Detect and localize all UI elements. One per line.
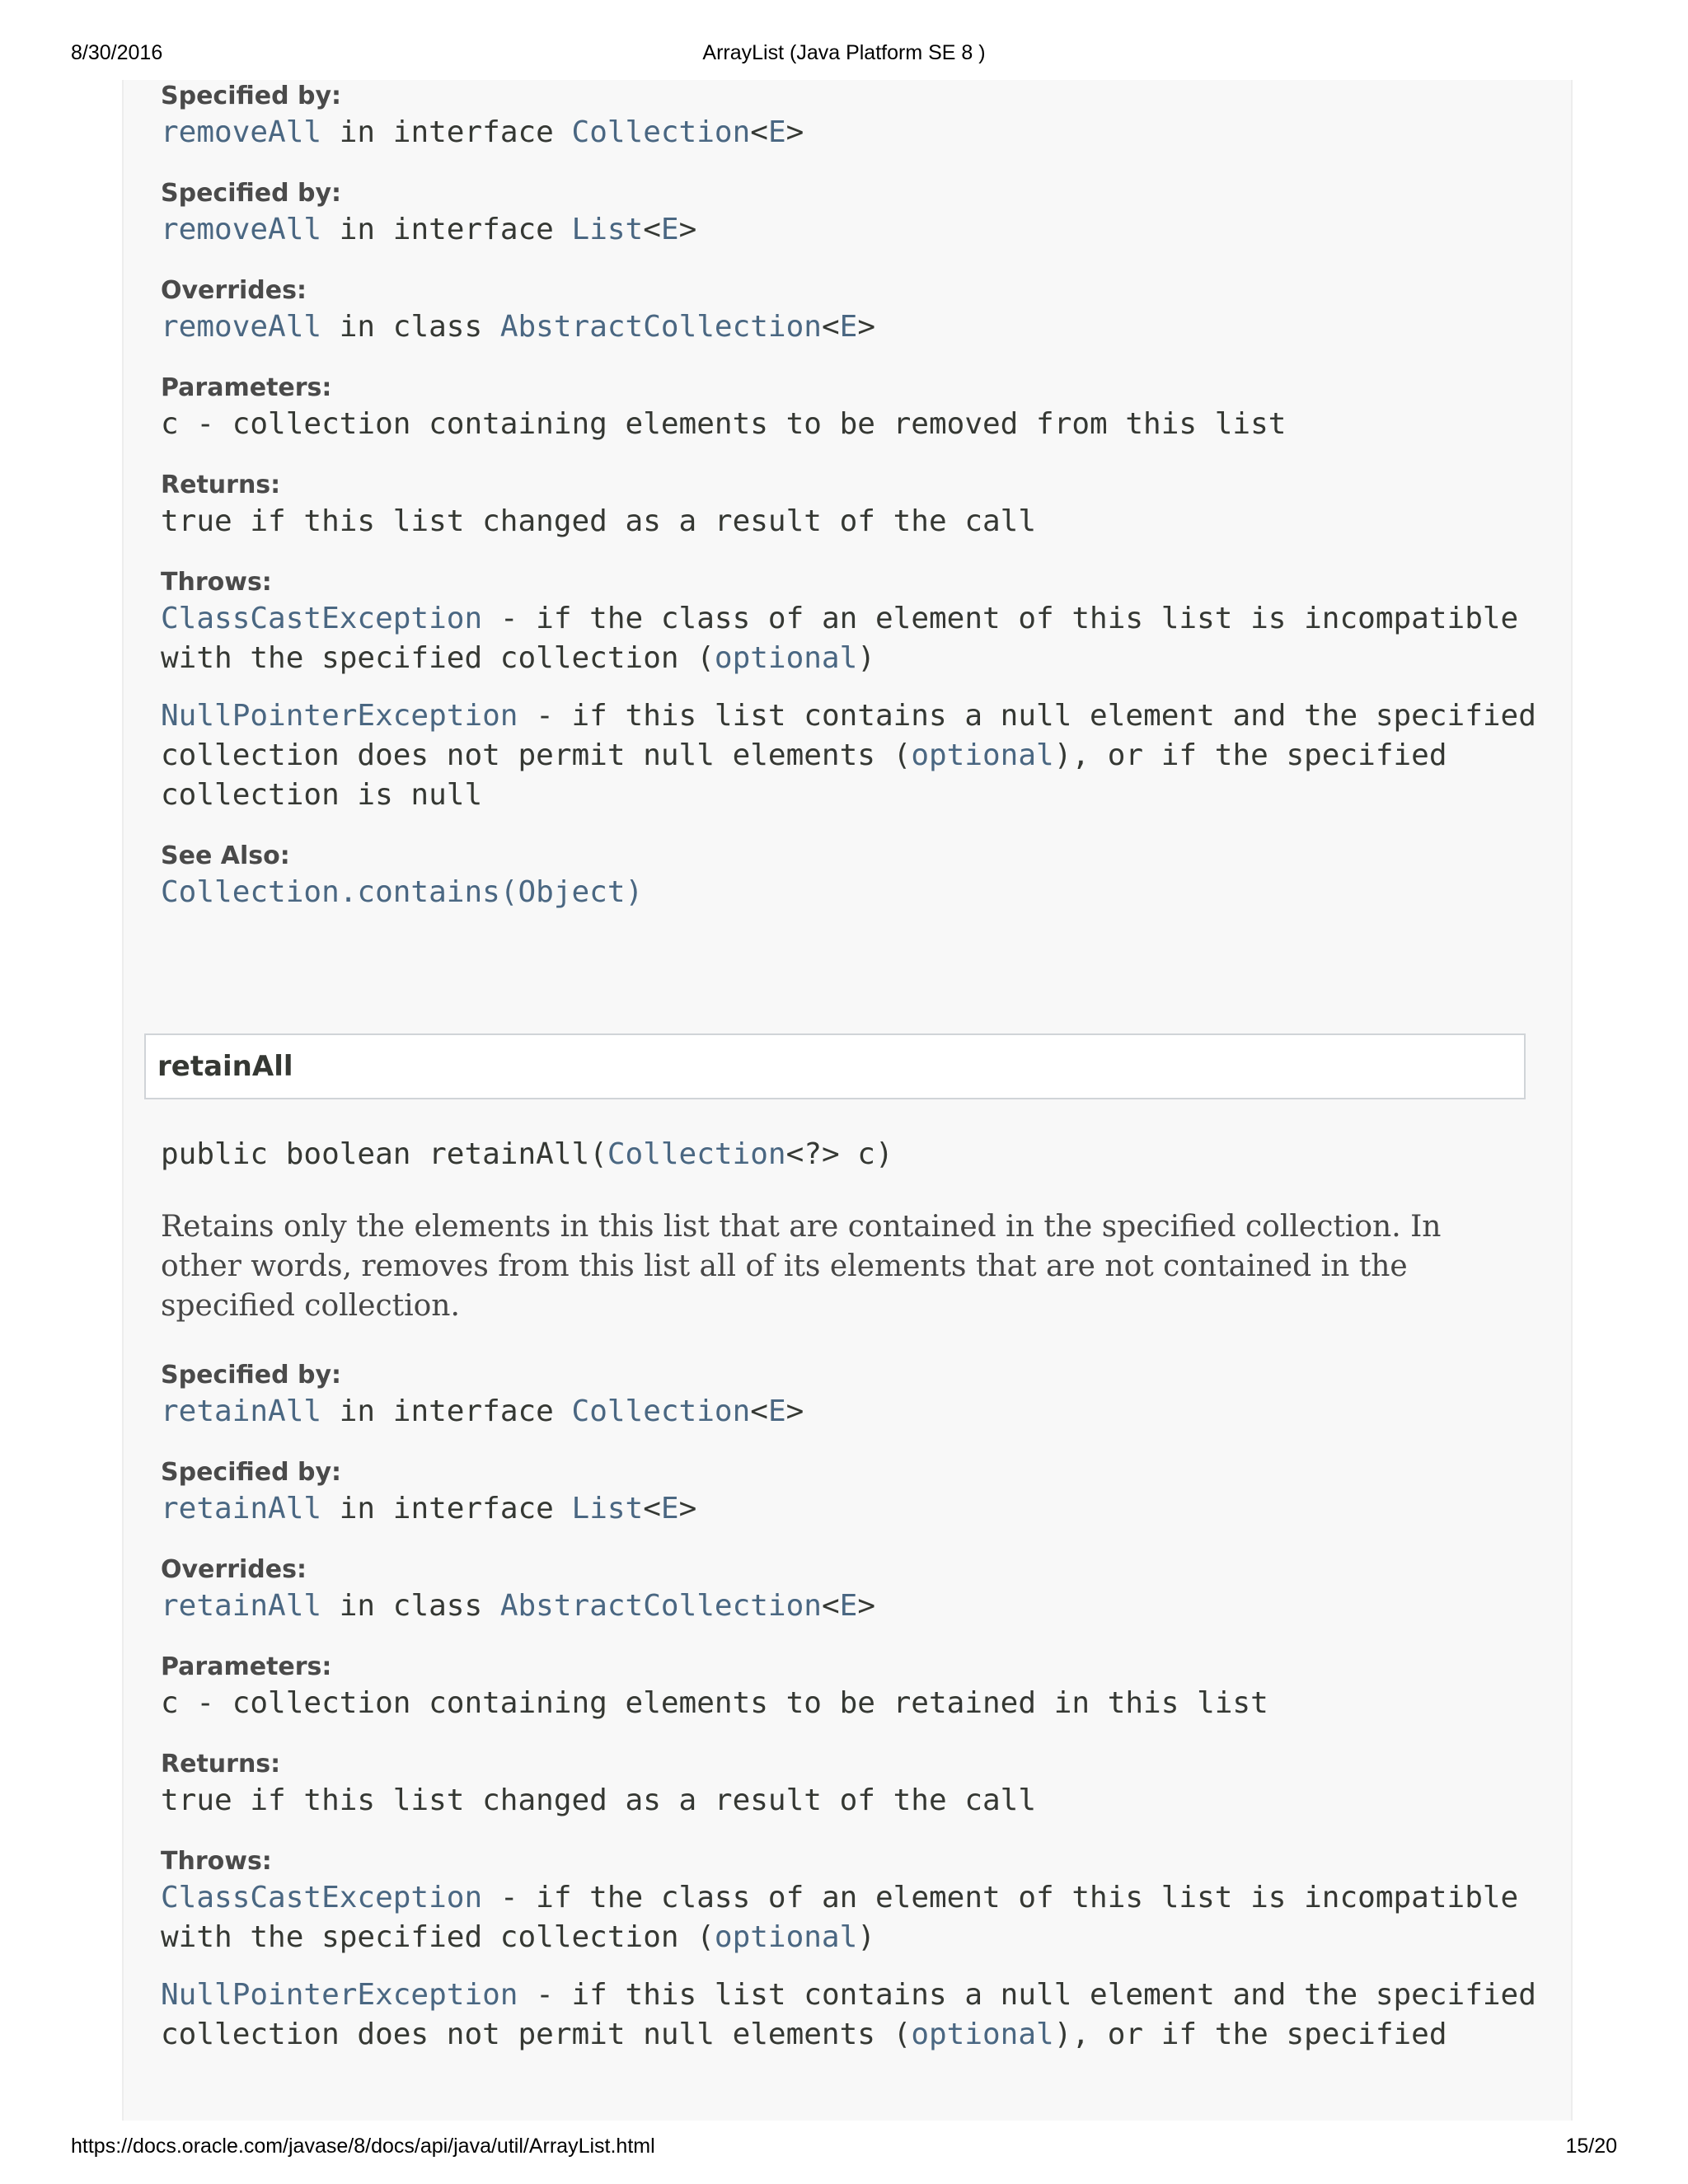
returns-label: Returns: (161, 1750, 281, 1779)
throws-text: collection is null (161, 778, 483, 812)
throws-text: - if this list contains a null element and the specified (518, 699, 1536, 733)
parameters-label: Parameters: (161, 1652, 332, 1681)
removeall-overrides (161, 274, 1545, 347)
removeall-details (161, 80, 1545, 937)
throws-text: collection does not permit null elements ( (161, 2018, 912, 2051)
throws-text: ) (857, 641, 875, 675)
type-param-e-link[interactable]: E (839, 1589, 858, 1623)
specified-by-label: Specified by: (161, 179, 342, 208)
throws-text: ), or if the specified (1053, 738, 1447, 772)
specified-by-label: Specified by: (161, 82, 342, 110)
list-interface-link[interactable]: List (571, 213, 644, 246)
removeall-collection-method-link[interactable]: removeAll (161, 115, 322, 149)
optional-link[interactable]: optional (911, 738, 1054, 772)
retainall-details (161, 1117, 1545, 2079)
lt: < (750, 1394, 768, 1428)
lt: < (750, 115, 768, 149)
interface-text: in interface (321, 1492, 572, 1526)
class-text: in class (321, 1589, 500, 1623)
retainall-specified-by-list (161, 1456, 1545, 1529)
method-name-heading: retainAll (157, 1050, 293, 1083)
method-header-retainall (144, 1033, 1526, 1099)
type-param-e-link[interactable]: E (767, 115, 786, 149)
throws-nullpointer (161, 1975, 1545, 2055)
gt: > (678, 1492, 697, 1526)
throws-text: collection does not permit null elements ( (161, 738, 912, 772)
removeall-list-method-link[interactable]: removeAll (161, 213, 322, 246)
removeall-see-also (161, 840, 1545, 912)
removeall-parameters (161, 372, 1545, 444)
throws-text: with the specified collection ( (161, 641, 715, 675)
optional-link[interactable]: optional (911, 2018, 1054, 2051)
throws-text: - if the class of an element of this list is incompatible (482, 602, 1519, 635)
lt: < (643, 213, 661, 246)
method-signature (161, 1135, 1545, 1174)
collection-interface-link[interactable]: Collection (571, 1394, 751, 1428)
lt: < (821, 1589, 840, 1623)
specified-by-label: Specified by: (161, 1361, 342, 1390)
type-param-e-link[interactable]: E (767, 1394, 786, 1428)
nullpointerexception-link[interactable]: NullPointerException (161, 699, 518, 733)
retainall-collection-method-link[interactable]: retainAll (161, 1394, 322, 1428)
optional-link[interactable]: optional (714, 641, 858, 675)
removeall-specified-by-collection (161, 80, 1545, 152)
throws-label: Throws: (161, 1847, 272, 1876)
type-param-e-link[interactable]: E (839, 310, 858, 344)
removeall-returns (161, 469, 1545, 541)
classcastexception-link[interactable]: ClassCastException (161, 602, 483, 635)
throws-classcast (161, 599, 1545, 678)
abstractcollection-class-link[interactable]: AbstractCollection (499, 310, 822, 344)
throws-label: Throws: (161, 568, 272, 597)
retainall-abstract-method-link[interactable]: retainAll (161, 1589, 322, 1623)
retainall-throws (161, 1845, 1545, 2055)
page-url: https://docs.oracle.com/javase/8/docs/api/java/util/ArrayList.html (71, 2135, 655, 2158)
overrides-label: Overrides: (161, 1555, 307, 1584)
print-date: 8/30/2016 (71, 41, 163, 64)
retainall-returns (161, 1748, 1545, 1821)
overrides-label: Overrides: (161, 276, 307, 305)
collection-type-link[interactable]: Collection (607, 1137, 786, 1171)
throws-text: ) (857, 1920, 875, 1954)
throws-classcast (161, 1878, 1545, 1957)
returns-label: Returns: (161, 471, 281, 499)
class-text: in class (321, 310, 500, 344)
gt: > (857, 1589, 876, 1623)
see-also-label: See Also: (161, 841, 290, 870)
specified-by-label: Specified by: (161, 1458, 342, 1487)
parameter-description: c - collection containing elements to be removed from this list (161, 407, 1287, 441)
signature-text: <?> c) (785, 1137, 893, 1171)
retainall-list-method-link[interactable]: retainAll (161, 1492, 322, 1526)
retainall-parameters (161, 1651, 1545, 1723)
list-interface-link[interactable]: List (571, 1492, 644, 1526)
method-description: Retains only the elements in this list that are contained in the specified collection. In other words, removes from this list all of its elements that are not contained in the specified collection. (161, 1210, 1442, 1323)
lt: < (643, 1492, 661, 1526)
retainall-overrides (161, 1554, 1545, 1626)
parameters-label: Parameters: (161, 373, 332, 402)
nullpointerexception-link[interactable]: NullPointerException (161, 1978, 518, 2012)
lt: < (821, 310, 840, 344)
gt: > (785, 1394, 804, 1428)
removeall-throws (161, 566, 1545, 815)
returns-description: true if this list changed as a result of the call (161, 504, 1037, 538)
classcastexception-link[interactable]: ClassCastException (161, 1881, 483, 1915)
signature-text: public boolean retainAll( (161, 1137, 607, 1171)
interface-text: in interface (321, 213, 572, 246)
abstractcollection-class-link[interactable]: AbstractCollection (499, 1589, 822, 1623)
removeall-abstract-method-link[interactable]: removeAll (161, 310, 322, 344)
parameter-description: c - collection containing elements to be retained in this list (161, 1686, 1268, 1720)
returns-description: true if this list changed as a result of the call (161, 1783, 1037, 1817)
throws-text: - if this list contains a null element and the specified (518, 1978, 1536, 2012)
retainall-specified-by-collection (161, 1359, 1545, 1432)
collection-interface-link[interactable]: Collection (571, 115, 751, 149)
interface-text: in interface (321, 1394, 572, 1428)
print-title: ArrayList (Java Platform SE 8 ) (702, 41, 986, 64)
gt: > (857, 310, 876, 344)
collection-contains-link[interactable]: Collection.contains(Object) (161, 875, 644, 909)
throws-text: with the specified collection ( (161, 1920, 715, 1954)
throws-text: - if the class of an element of this list is incompatible (482, 1881, 1519, 1915)
optional-link[interactable]: optional (714, 1920, 858, 1954)
throws-text: ), or if the specified (1053, 2018, 1447, 2051)
page-number: 15/20 (1565, 2135, 1617, 2158)
removeall-specified-by-list (161, 177, 1545, 250)
type-param-e-link[interactable]: E (660, 213, 679, 246)
gt: > (678, 213, 697, 246)
type-param-e-link[interactable]: E (660, 1492, 679, 1526)
interface-text: in interface (321, 115, 572, 149)
gt: > (785, 115, 804, 149)
throws-nullpointer (161, 696, 1545, 815)
